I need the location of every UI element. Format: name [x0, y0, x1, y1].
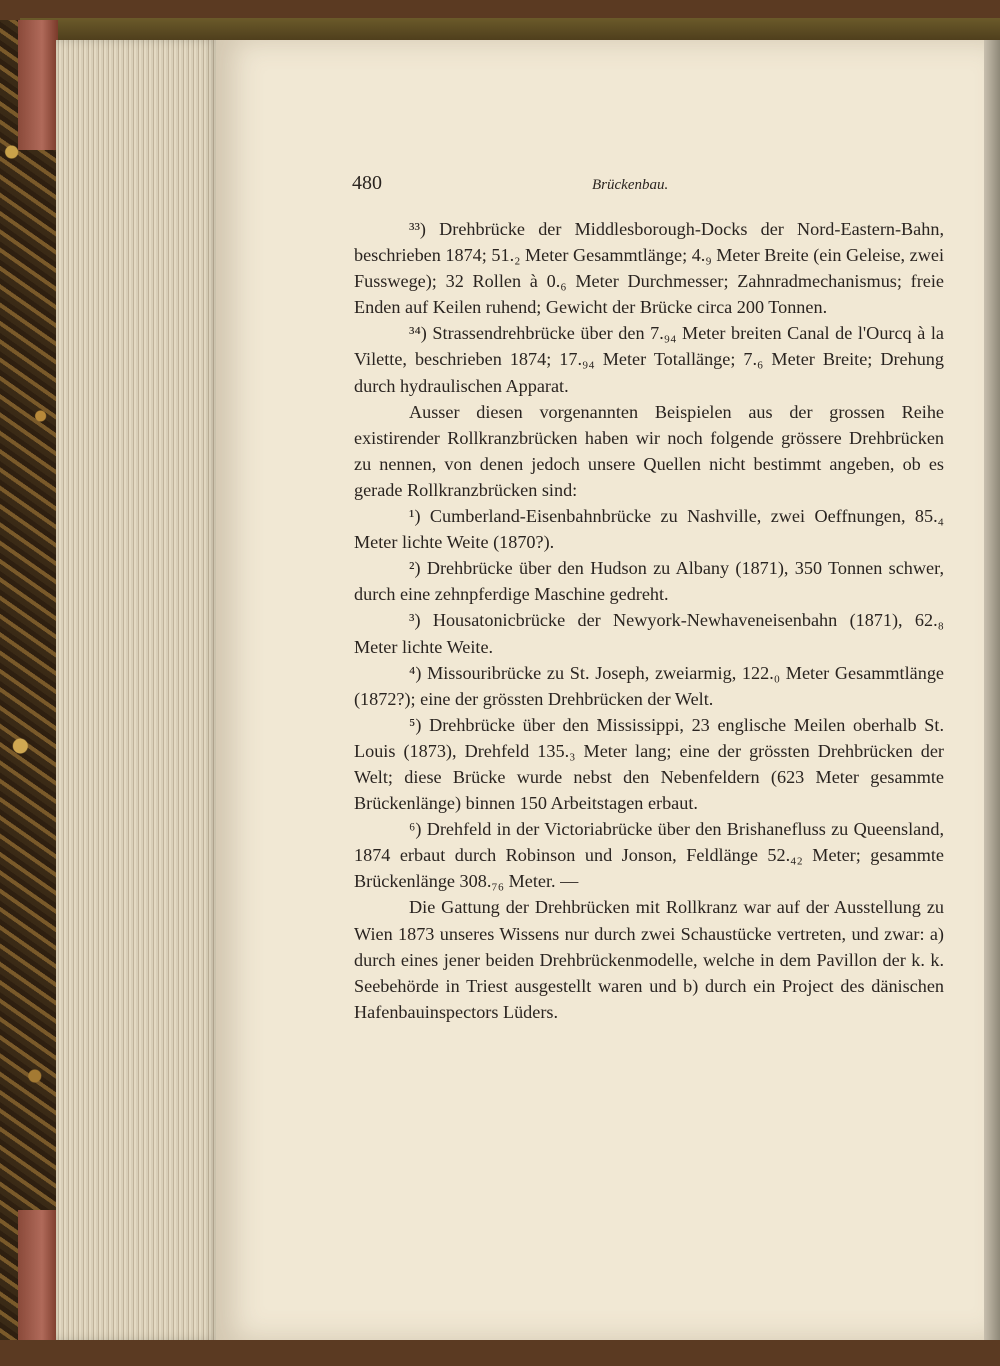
paragraph-34: ³⁴) Strassendrehbrücke über den 7.₉₄ Meter breiten Canal de l'Ourcq à la Vilette, beschrieben 1874; 17.₉₄ Meter Totallänge; 7.₆ Meter Breite; Drehung durch hydraulischen Apparat. — [354, 323, 944, 396]
page-edges — [56, 40, 218, 1340]
leather-corner-bottom — [18, 1210, 58, 1340]
list-item-3: ³) Housatonicbrücke der Newyork-Newhaveneisenbahn (1871), 62.₈ Meter lichte Weite. — [354, 610, 944, 657]
paragraph-exhibition: Die Gattung der Drehbrücken mit Rollkranz war auf der Ausstellung zu Wien 1873 unseres Wissens nur durch zwei Schaustücke vertreten, und zwar: a) durch eines jener beiden Drehbrückenmodelle, welche in dem Pavillon der k. k. Seebehörde in Triest ausgestellt waren und b) durch ein Project des dänischen Hafenbauinspectors Lüders. — [354, 897, 944, 1022]
list-item-6: ⁶) Drehfeld in der Victoriabrücke über den Brishanefluss zu Queensland, 1874 erbaut durch Robinson und Jonson, Feldlänge 52.₄₂ Meter; gesammte Brückenlänge 308.₇₆ Meter. — — [354, 819, 944, 892]
body-text — [354, 216, 944, 1025]
page-number: 480 — [352, 172, 382, 194]
running-head — [352, 172, 942, 196]
marbled-cover — [0, 20, 58, 1340]
running-title: Brückenbau. — [592, 177, 669, 193]
list-item-2: ²) Drehbrücke über den Hudson zu Albany (1871), 350 Tonnen schwer, durch eine zehnpferdige Maschine gedreht. — [354, 558, 944, 605]
page-gutter-shadow — [984, 40, 1000, 1340]
list-item-1: ¹) Cumberland-Eisenbahnbrücke zu Nashville, zwei Oeffnungen, 85.₄ Meter lichte Weite (1870?). — [354, 506, 944, 553]
paragraph-intro-list: Ausser diesen vorgenannten Beispielen aus der grossen Reihe existirender Rollkranzbrücken haben wir noch folgende grössere Drehbrücken zu nennen, von denen jedoch unsere Quellen nicht bestimmt angeben, ob es gerade Rollkranzbrücken sind: — [354, 401, 944, 500]
list-item-4: ⁴) Missouribrücke zu St. Joseph, zweiarmig, 122.₀ Meter Gesammtlänge (1872?); eine der grössten Drehbrücken der Welt. — [354, 662, 944, 709]
list-item-5: ⁵) Drehbrücke über den Mississippi, 23 englische Meilen oberhalb St. Louis (1873), Drehfeld 135.₃ Meter lang; eine der grössten Drehbrücken der Welt; diese Brücke wurde nebst den Nebenfeldern (623 Meter gesammte Brückenlänge) binnen 150 Arbeitstagen erbaut. — [354, 714, 944, 814]
leather-corner-top — [18, 20, 58, 150]
paragraph-33: ³³) Drehbrücke der Middlesborough-Docks der Nord-Eastern-Bahn, beschrieben 1874; 51.₂ Meter Gesammtlänge; 4.₉ Meter Breite (ein Geleise, zwei Fusswege); 32 Rollen à 0.₆ Meter Durchmesser; Zahnradmechanismus; freie Enden auf Keilen ruhend; Gewicht der Brücke circa 200 Tonnen. — [354, 219, 944, 318]
